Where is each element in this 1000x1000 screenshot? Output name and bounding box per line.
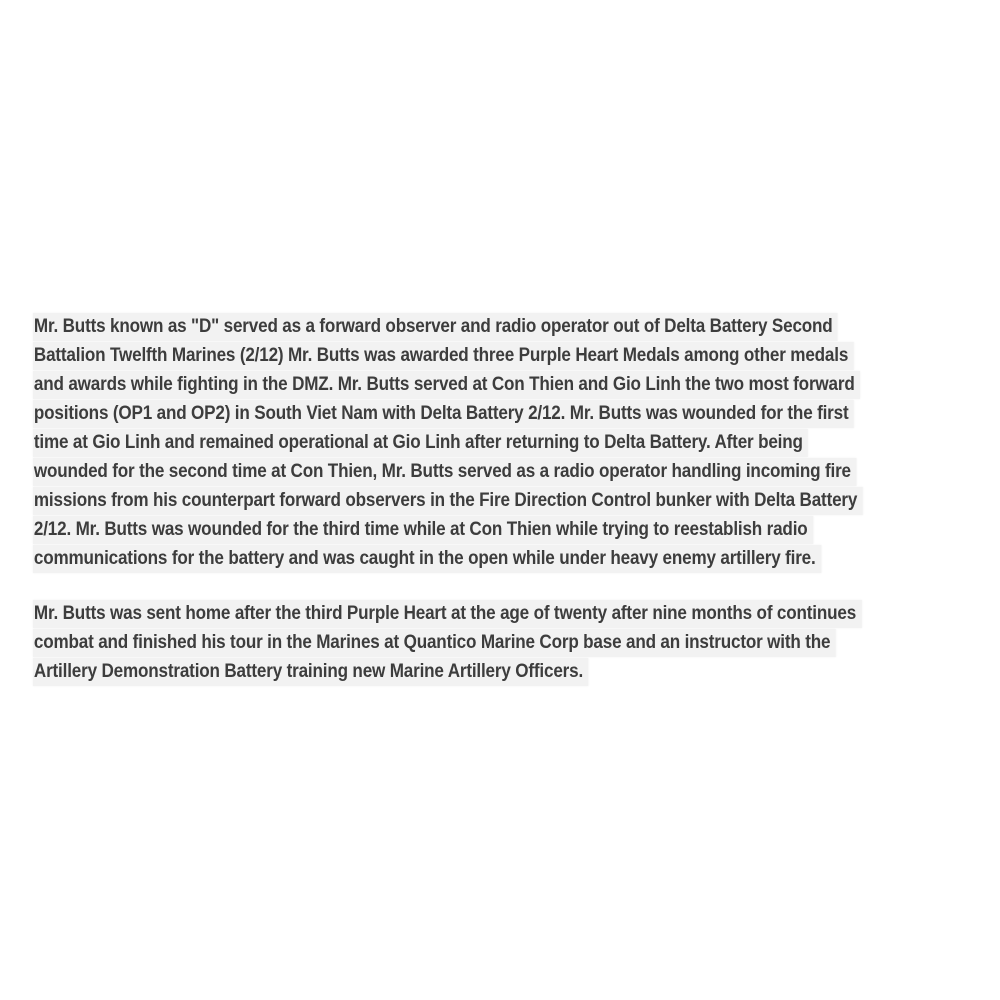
text-line-content: missions from his counterpart forward observers in the Fire Direction Control bunker with Delta Battery — [33, 487, 863, 515]
text-line — [33, 370, 897, 399]
text-line — [33, 544, 897, 573]
text-line-content: communications for the battery and was caught in the open while under heavy enemy artillery fire. — [33, 545, 821, 573]
text-line-content: and awards while fighting in the DMZ. Mr. Butts served at Con Thien and Gio Linh the two most forward — [33, 371, 860, 399]
paragraph-1 — [33, 312, 897, 573]
text-line-content: 2/12. Mr. Butts was wounded for the third time while at Con Thien while trying to reestablish radio — [33, 516, 813, 544]
text-line-content: combat and finished his tour in the Marines at Quantico Marine Corp base and an instructor with the — [33, 629, 836, 657]
text-line — [33, 515, 897, 544]
text-block — [33, 312, 993, 712]
text-line — [33, 428, 897, 457]
text-line-content: wounded for the second time at Con Thien, Mr. Butts served as a radio operator handling incoming fire — [33, 458, 856, 486]
text-line-content: time at Gio Linh and remained operational at Gio Linh after returning to Delta Battery. After being — [33, 429, 808, 457]
text-line — [33, 599, 897, 628]
text-line — [33, 657, 897, 686]
text-line — [33, 486, 897, 515]
text-line — [33, 457, 897, 486]
text-line-content: Mr. Butts was sent home after the third Purple Heart at the age of twenty after nine months of continues — [33, 600, 861, 628]
text-line — [33, 312, 897, 341]
text-line — [33, 399, 897, 428]
paragraph-2 — [33, 599, 897, 686]
text-line-content: Battalion Twelfth Marines (2/12) Mr. Butts was awarded three Purple Heart Medals among other medals — [33, 342, 854, 370]
text-line — [33, 341, 897, 370]
text-line — [33, 628, 897, 657]
text-line-content: Mr. Butts known as "D" served as a forward observer and radio operator out of Delta Battery Second — [33, 313, 838, 341]
text-line-content: positions (OP1 and OP2) in South Viet Nam with Delta Battery 2/12. Mr. Butts was wounded for the first — [33, 400, 854, 428]
text-line-content: Artillery Demonstration Battery training new Marine Artillery Officers. — [33, 658, 588, 686]
